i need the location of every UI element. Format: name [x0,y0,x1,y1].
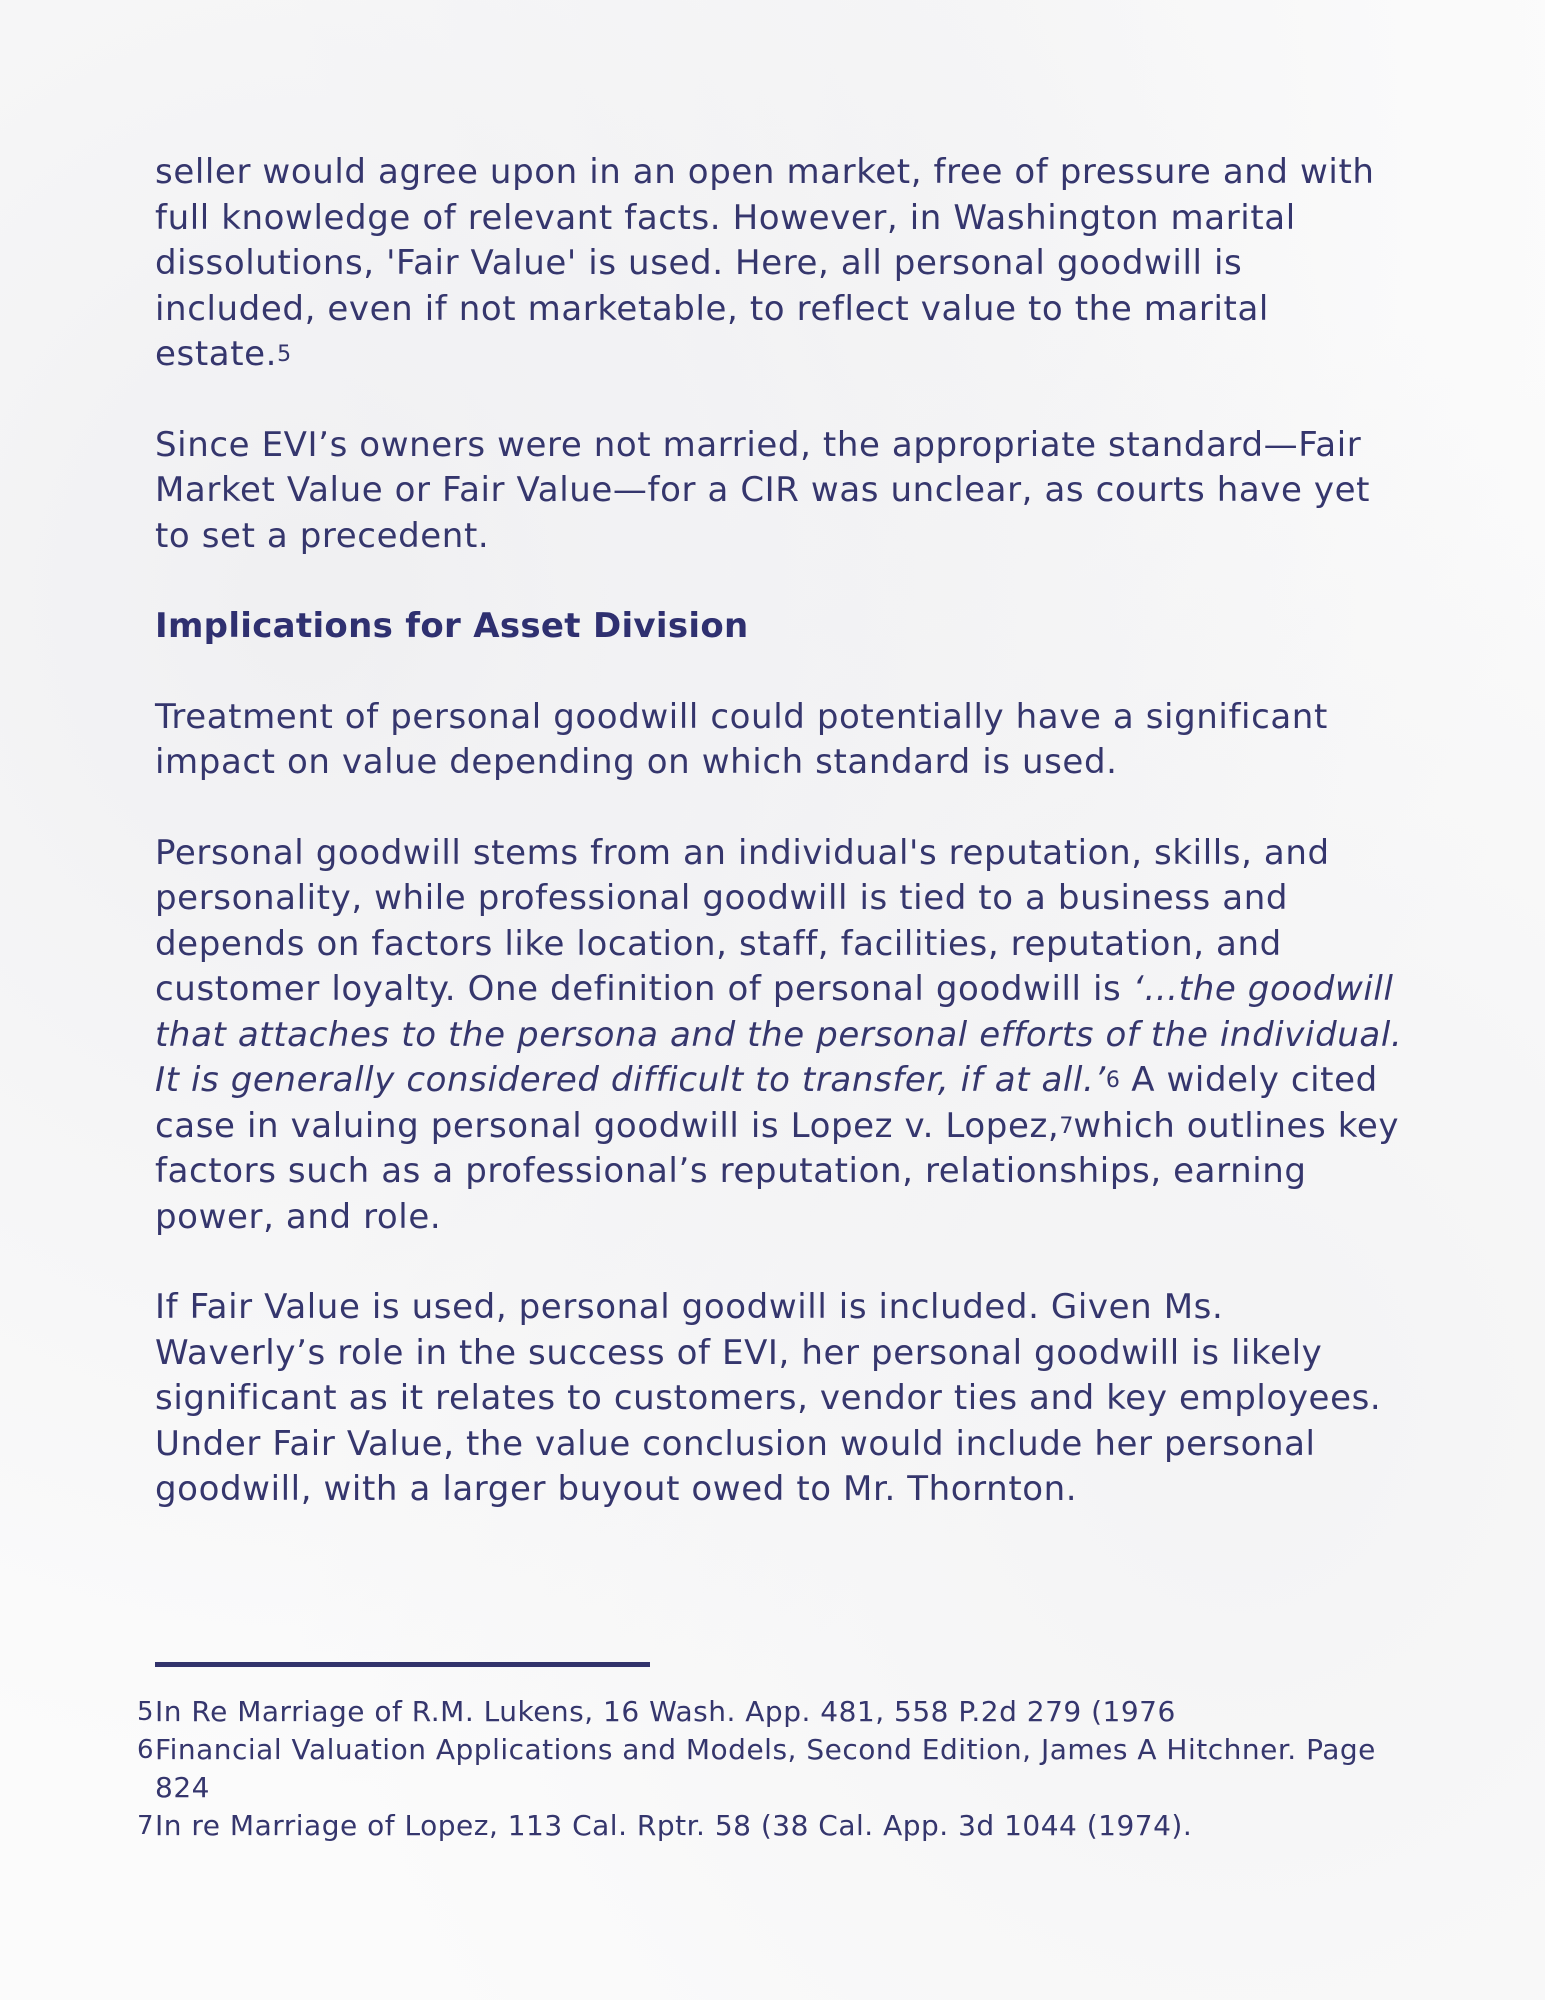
body-text [155,150,1405,1558]
footnote-number: 6 [137,1735,155,1765]
footnote-divider [155,1662,650,1667]
paragraph-evi-owners: Since EVI’s owners were not married, the appropriate standard—Fair Market Value or Fair Value—for a CIR was unclear, as courts have yet to set a precedent. [155,424,1371,556]
paragraph-text: Personal goodwill stems from an individual's reputation, skills, and personality, while professional goodwill is tied to a business and depends on factors like location, staff, facilities, reputation, and customer loyalty. One definition of personal goodwill is [155,832,1330,1009]
footnotes [137,1693,1387,1845]
section-heading: Implications for Asset Division [155,606,749,646]
paragraph-text: seller would agree upon in an open market, free of pressure and with full knowledge of relevant facts. However, in Washington marital dissolutions, 'Fair Value' is used. Here, all personal goodwill is included, even if not marketable, to reflect value to the marital estate. [155,152,1375,374]
paragraph-treatment: Treatment of personal goodwill could potentially have a significant impact on value depending on which standard is used. [155,696,1328,782]
footnote-ref-7[interactable]: 7 [1059,1113,1074,1139]
paragraph-text: A widely cited case in valuing personal goodwill is Lopez v. Lopez, [155,1060,1378,1146]
paragraph-text: which outlines key factors such as a professional’s reputation, relationships, earning power, and role. [155,1105,1400,1237]
paragraph-personal-goodwill [155,831,1405,1241]
footnote-text: In re Marriage of Lopez, 113 Cal. Rptr. 58 (38 Cal. App. 3d 1044 (1974). [155,1809,1193,1842]
footnote-number: 5 [137,1697,155,1727]
footnote-ref-5[interactable]: 5 [277,342,292,367]
footnote-item [137,1693,1387,1731]
footnote-text: Financial Valuation Applications and Models, Second Edition, James A Hitchner. Page 824 [155,1733,1376,1804]
footnote-item [137,1807,1387,1845]
footnote-number: 7 [137,1811,155,1841]
paragraph-fair-value-intro [155,150,1405,378]
footnote-ref-6[interactable]: 6 [1105,1068,1120,1093]
footnote-item [137,1731,1387,1807]
footnote-text: In Re Marriage of R.M. Lukens, 16 Wash. App. 481, 558 P.2d 279 (1976 [155,1695,1176,1728]
paragraph-fair-value-conclusion: If Fair Value is used, personal goodwill is included. Given Ms. Waverly’s role in the success of EVI, her personal goodwill is likely significant as it relates to customers, vendor ties and key employees. Under Fair Value, the value conclusion would include her personal goodwill, with a larger buyout owed to Mr. Thornton. [155,1287,1382,1509]
goodwill-definition-quote: ‘…the goodwill that attaches to the persona and the personal efforts of the individual. It is generally considered difficult to transfer, if at all.’ [155,969,1403,1100]
